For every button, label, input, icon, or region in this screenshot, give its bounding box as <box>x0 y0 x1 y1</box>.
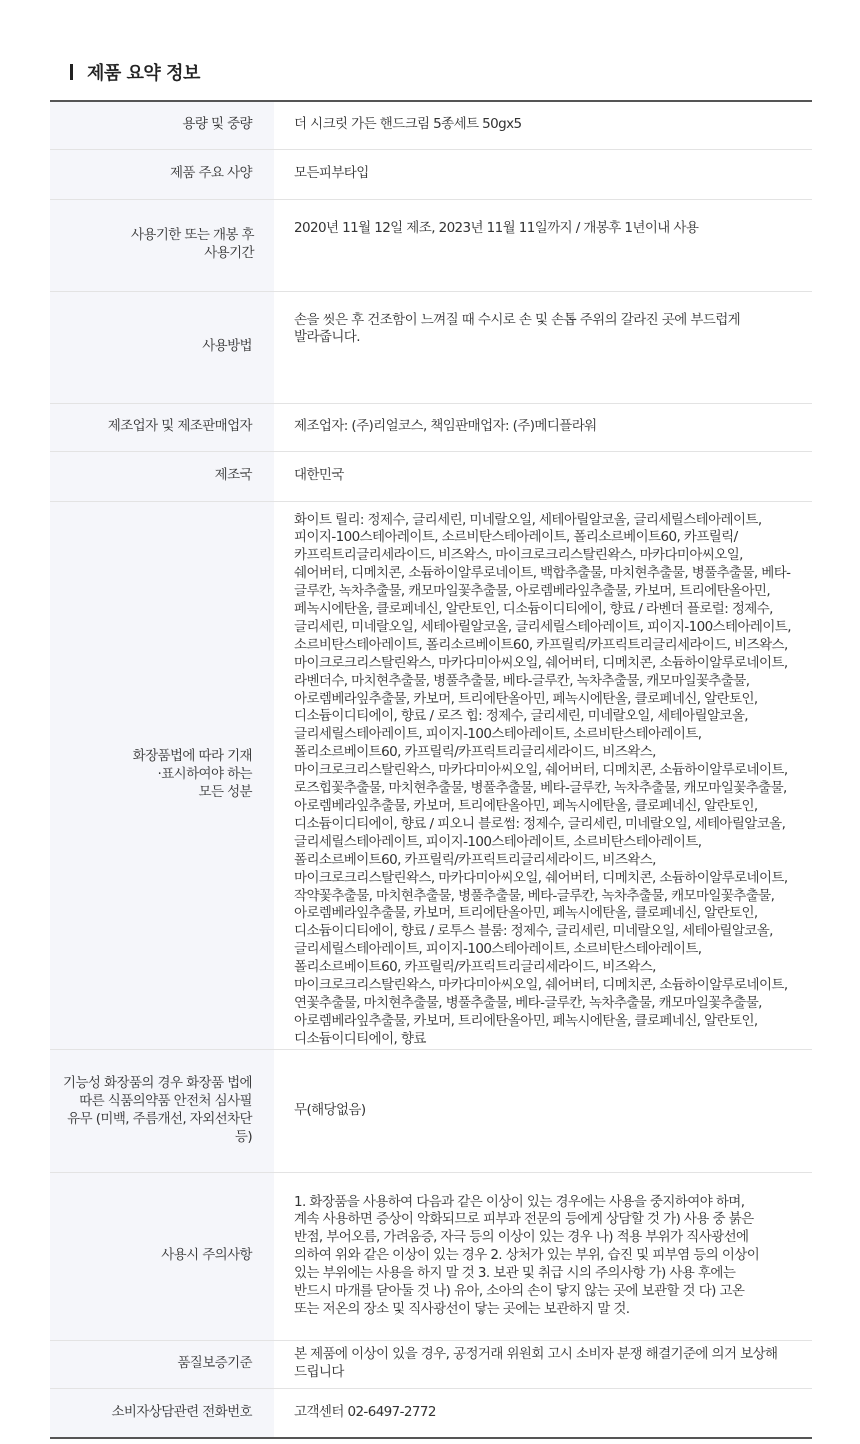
table-row <box>50 1388 812 1438</box>
row-value: 대한민국 <box>274 451 812 501</box>
product-info-table <box>50 100 812 1439</box>
table-row <box>50 101 812 149</box>
table-row <box>50 1049 812 1172</box>
section-title <box>70 57 200 87</box>
table-row <box>50 149 812 199</box>
row-label: 사용방법 <box>50 291 274 403</box>
row-label: 사용시 주의사항 <box>50 1172 274 1340</box>
row-label <box>50 1049 274 1172</box>
row-value: 모든피부타입 <box>274 149 812 199</box>
row-value: 더 시크릿 가든 핸드크림 5종세트 50gx5 <box>274 101 812 149</box>
row-value-text: 1. 화장품을 사용하여 다음과 같은 이상이 있는 경우에는 사용을 중지하여야 하며, 계속 사용하면 증상이 악화되므로 피부과 전문의 등에게 상담할 것 가) 사용 중 붉은 반점, 부어오름, 가려움증, 자극 등의 이상이 있는 경우 나) 적용 부위가 직사광선에 의하여 위와 같은 이상이 있는 경우 2. 상처가 있는 부위, 습진 및 피부염 등의 이상이 있는 부위에는 사용을 하지 말 것 3. 보관 및 취급 시의 주의사항 가) 사용 후에는 반드시 마개를 닫아둘 것 나) 유아, 소아의 손이 닿지 않는 곳에 보관할 것 다) 고온 또는 저온의 장소 및 직사광선이 닿는 곳에는 보관하지 말 것. <box>294 1193 760 1317</box>
row-label-text: 화장품법에 따라 기재·표시하여야 하는 모든 성분 <box>132 748 252 801</box>
page-title: 제품 요약 정보 <box>87 63 200 84</box>
row-value <box>274 1172 812 1340</box>
row-label-text: 기능성 화장품의 경우 화장품 법에 따른 식품의약품 안전처 심사필 유무 (미백, 주름개선, 자외선차단 등) <box>63 1074 252 1145</box>
row-value-text: 화이트 릴리: 정제수, 글리세린, 미네랄오일, 세테아릴알코올, 글리세릴스테아레이트, 피이지-100스테아레이트, 소르비탄스테아레이트, 폴리소르베이트60, 카프릴릭/카프릭트리글리세라이드, 비즈왁스, 마이크로크리스탈린왁스, 마카다미아씨오일, 쉐어버터, 디메치콘, 소듐하이알루로네이트, 백합추출물, 마치현추출물, 병풀추출물, 베타-글루칸, 녹차추출물, 캐모마일꽃추출물, 아로렘베라잎추출물, 카보머, 트리에탄올아민, 페녹시에탄올, 클로페네신, 알란토인, 디소듐이디티에이, 향료 / 라벤더 플로럴: 정제수, 글리세린, 미네랄오일, 세테아릴알코올, 글리세릴스테아레이트, 피이지-100스테아레이트, 소르비탄스테아레이트, 폴리소르베이트60, 카프릴릭/카프릭트리글리세라이드, 비즈왁스, 마이크로크리스탈린왁스, 마카다미아씨오일, 쉐어버터, 디메치콘, 소듐하이알루로네이트, 라벤더수, 마치현추출물, 병풀추출물, 베타-글루칸, 녹차추출물, 캐모마일꽃추출물, 아로렘베라잎추출물, 카보머, 트리에탄올아민, 페녹시에탄올, 클로페네신, 알란토인, 디소듐이디티에이, 향료 / 로즈 힙: 정제수, 글리세린, 미네랄오일, 세테아릴알코올, 글리세릴스테아레이트, 피이지-100스테아레이트, 소르비탄스테아레이트, 폴리소르베이트60, 카프릴릭/카프릭트리글리세라이드, 비즈왁스, 마이크로크리스탈린왁스, 마카다미아씨오일, 쉐어버터, 디메치콘, 소듐하이알루로네이트, 로즈힙꽃추출물, 마치현추출물, 병풀추출물, 베타-글루칸, 녹차추출물, 캐모마일꽃추출물, 아로렘베라잎추출물, 카보머, 트리에탄올아민, 페녹시에탄올, 클로페네신, 알란토인, 디소듐이디티에이, 향료 / 피오니 블로썸: 정제수, 글리세린, 미네랄오일, 세테아릴알코올, 글리세릴스테아레이트, 피이지-100스테아레이트, 소르비탄스테아레이트, 폴리소르베이트60, 카프릴릭/카프릭트리글리세라이드, 비즈왁스, 마이크로크리스탈린왁스, 마카다미아씨오일, 쉐어버터, 디메치콘, 소듐하이알루로네이트, 작약꽃추출물, 마치현추출물, 병풀추출물, 베타-글루칸, 녹차추출물, 캐모마일꽃추출물, 아로렘베라잎추출물, 카보머, 트리에탄올아민, 페녹시에탄올, 클로페네신, 알란토인, 디소듐이디티에이, 향료 / 로투스 블룸: 정제수, 글리세린, 미네랄오일, 세테아릴알코올, 글리세릴스테아레이트, 피이지-100스테아레이트, 소르비탄스테아레이트, 폴리소르베이트60, 카프릴릭/카프릭트리글리세라이드, 비즈왁스, 마이크로크리스탈린왁스, 마카다미아씨오일, 쉐어버터, 디메치콘, 소듐하이알루로네이트, 연꽃추출물, 마치현추출물, 병풀추출물, 베타-글루칸, 녹차추출물, 캐모마일꽃추출물, 아로렘베라잎추출물, 카보머, 트리에탄올아민, 페녹시에탄올, 클로페네신, 알란토인, 디소듐이디티에이, 향료 <box>294 511 791 1047</box>
row-label: 제조업자 및 제조판매업자 <box>50 403 274 451</box>
row-value: 고객센터 02-6497-2772 <box>274 1388 812 1438</box>
table-row <box>50 403 812 451</box>
row-value: 무(해당없음) <box>274 1049 812 1172</box>
table-row <box>50 1340 812 1388</box>
row-label: 품질보증기준 <box>50 1340 274 1388</box>
row-label: 소비자상담관련 전화번호 <box>50 1388 274 1438</box>
table-row <box>50 451 812 501</box>
row-label <box>50 199 274 291</box>
row-value <box>274 291 812 403</box>
row-value: 제조업자: (주)리얼코스, 책임판매업자: (주)메디플라워 <box>274 403 812 451</box>
row-label-text: 사용기한 또는 개봉 후 사용기간 <box>130 227 254 261</box>
table-row <box>50 501 812 1049</box>
row-value-text: 2020년 11월 12일 제조, 2023년 11월 11일까지 / 개봉후 1년이내 사용 <box>294 219 699 236</box>
row-label: 용량 및 중량 <box>50 101 274 149</box>
table-row <box>50 199 812 291</box>
table-row <box>50 1172 812 1340</box>
row-value <box>274 199 812 291</box>
row-value <box>274 501 812 1049</box>
row-label: 제조국 <box>50 451 274 501</box>
row-value-text: 손을 씻은 후 건조함이 느껴질 때 수시로 손 및 손톱 주위의 갈라진 곳에 부드럽게 발라줍니다. <box>294 311 741 346</box>
row-value: 본 제품에 이상이 있을 경우, 공정거래 위원회 고시 소비자 분쟁 해결기준에 의거 보상해 드립니다 <box>274 1340 812 1388</box>
row-label: 제품 주요 사양 <box>50 149 274 199</box>
title-bar-marker <box>70 64 73 80</box>
table-row <box>50 291 812 403</box>
row-label <box>50 501 274 1049</box>
